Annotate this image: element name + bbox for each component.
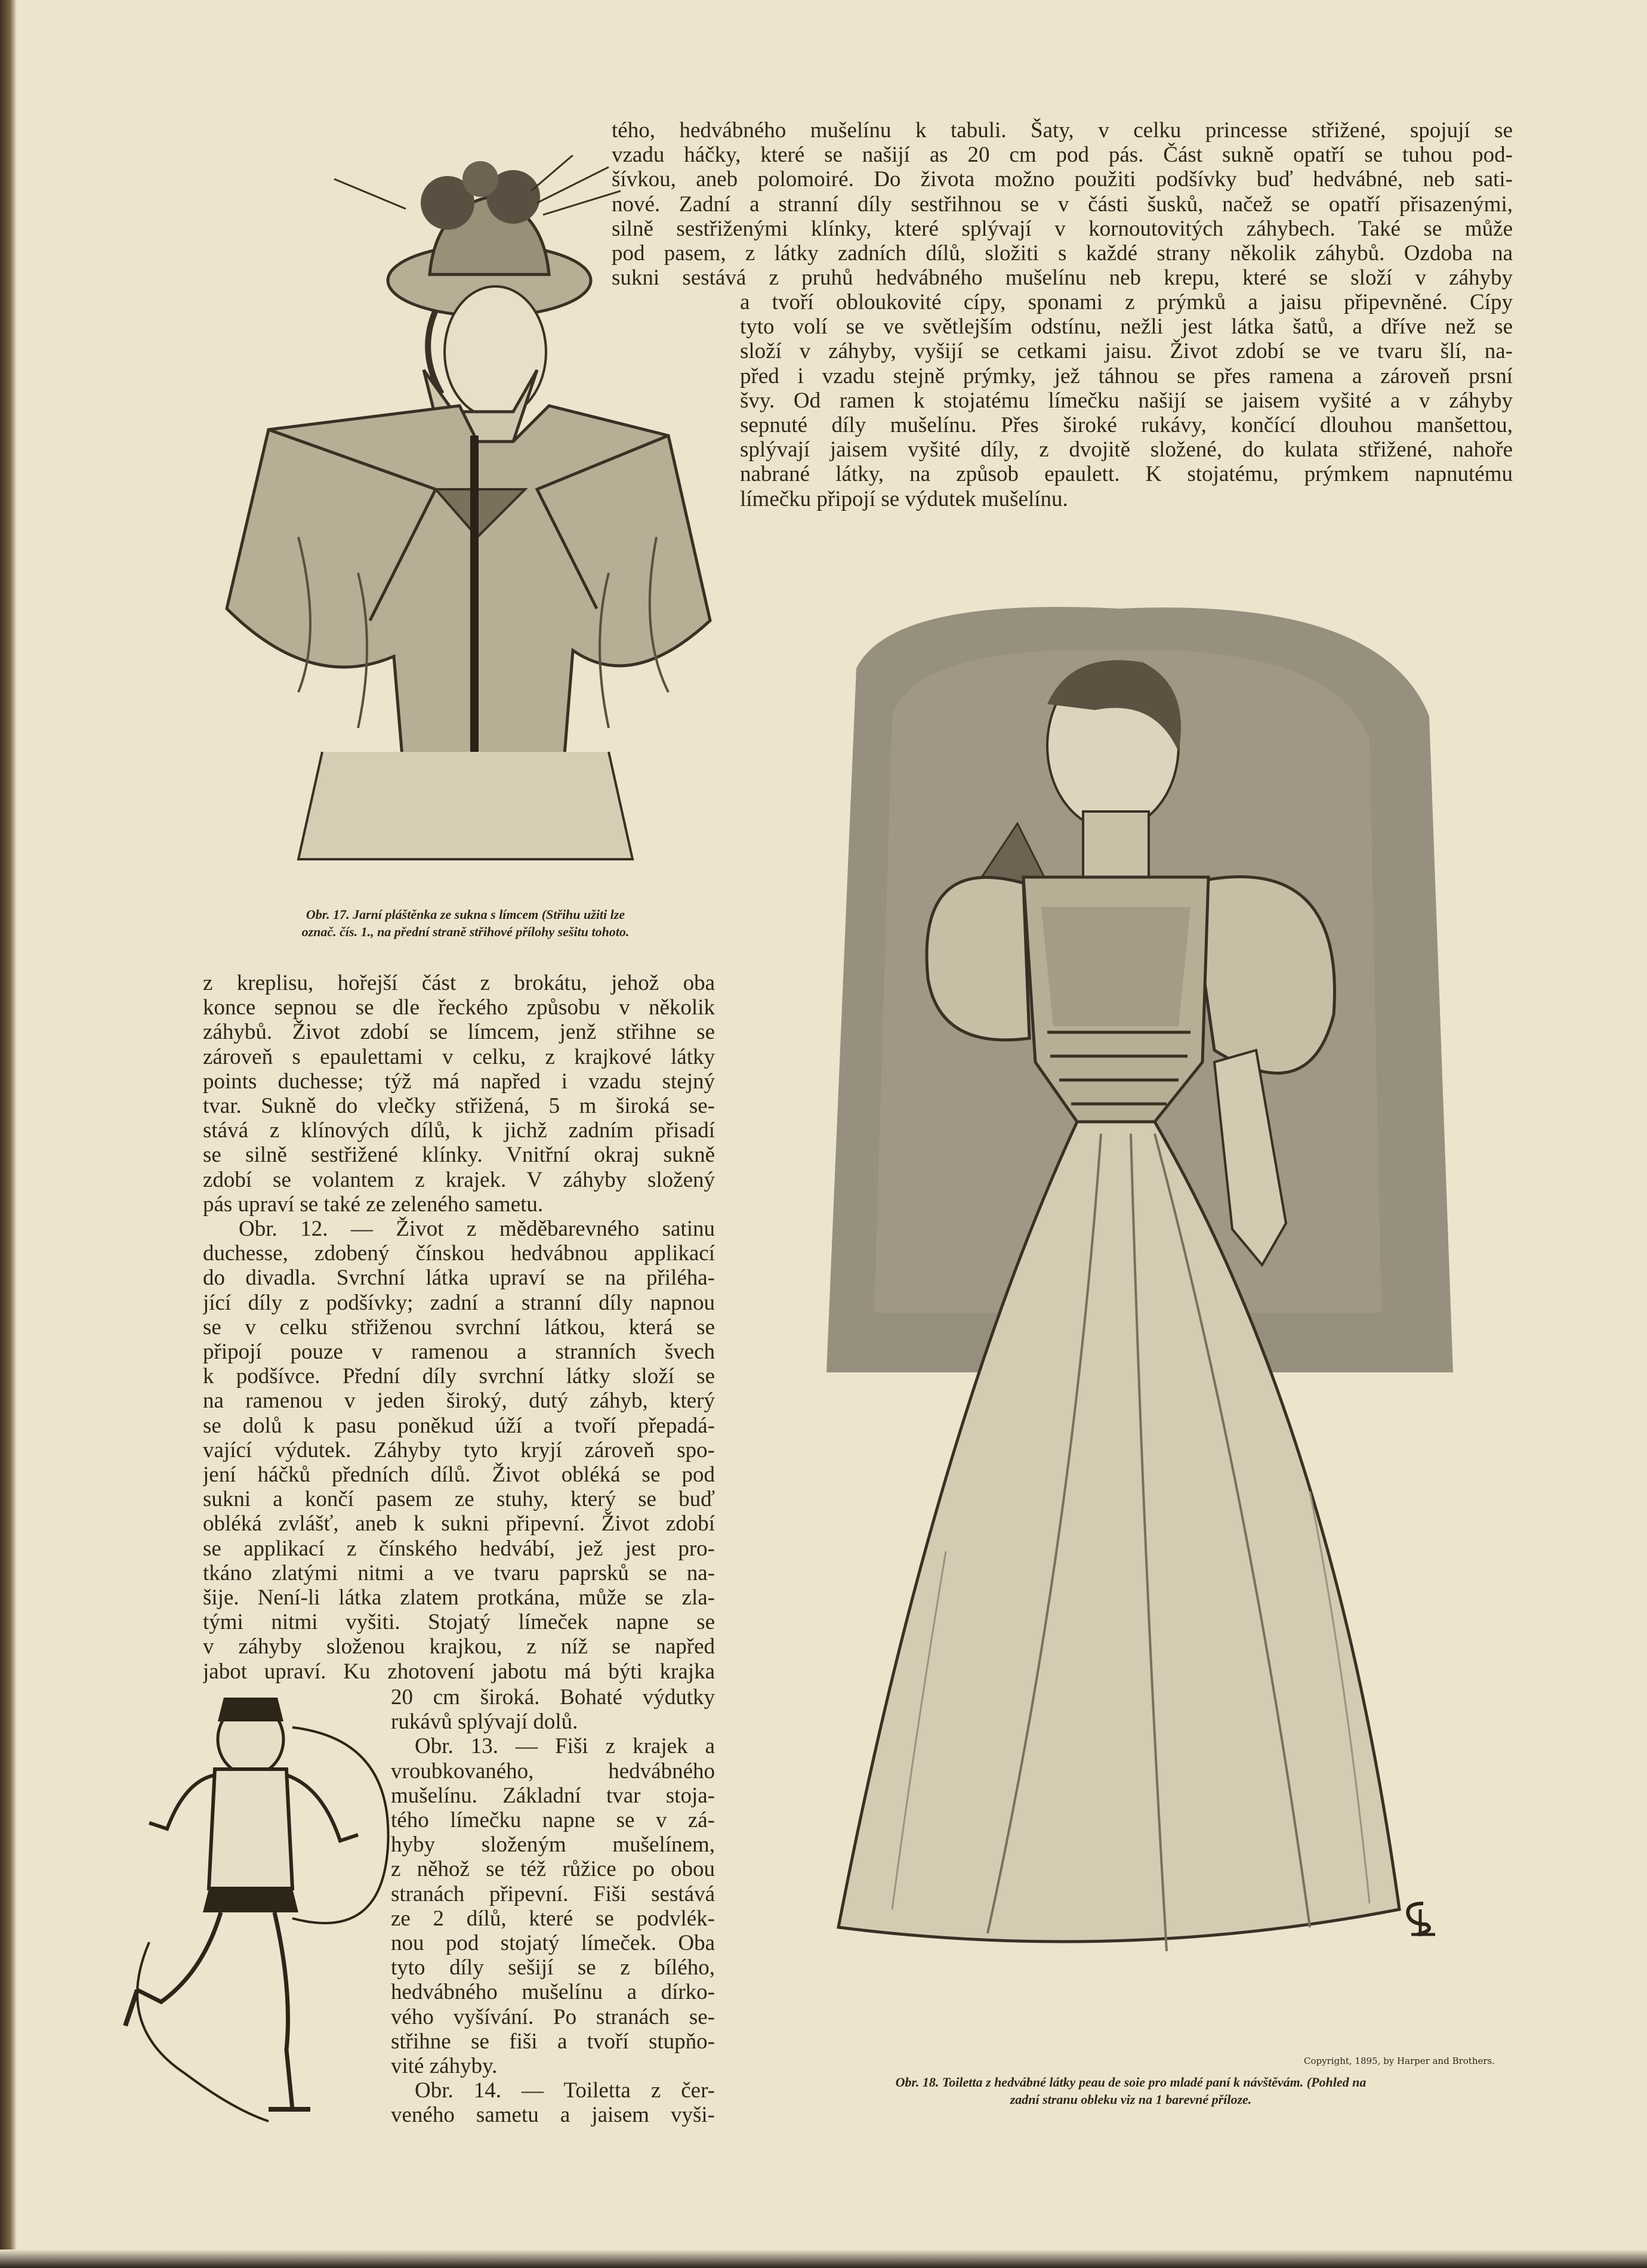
text-line: mušelínu. Základní tvar stoja- — [391, 1783, 715, 1808]
text-line: points duchesse; týž má napřed i vzadu stejný — [203, 1069, 715, 1094]
text-line: složí v záhyby, vyšijí se cetkami jaisu. Život zdobí se ve tvaru šlí, na- — [740, 339, 1513, 364]
text-line: do divadla. Svrchní látka upraví se na přiléha- — [203, 1266, 715, 1291]
text-line: tými nitmi vyšiti. Stojatý límeček napne se — [203, 1610, 715, 1635]
text-line: k podšívce. Přední díly svrchní látky složí se — [203, 1364, 715, 1389]
text-line: nabrané látky, na způsob epaulett. K stojatému, prýmkem napnutému — [740, 462, 1513, 487]
text-line: zároveň s epaulettami v celku, z krajkové látky — [203, 1044, 715, 1069]
text-line: stává z klínových dílů, k jichž zadním přisadí — [203, 1118, 715, 1143]
text-line: na ramenou v jeden široký, dutý záhyb, který — [203, 1388, 715, 1414]
caption-figure-17 — [197, 906, 734, 940]
text-line: tyto díly sešijí se z bílého, — [391, 1955, 715, 1980]
top-text-block — [612, 118, 1513, 290]
text-line: splývají jaisem vyšité díly, z dvojitě složené, do kulata střižené, nahoře — [740, 437, 1513, 462]
text-line: šívkou, aneb polomoiré. Do života možno použiti podšívky buď hedvábné, neb sati- — [612, 167, 1513, 192]
caption-figure-18 — [758, 2073, 1504, 2108]
page-bottom-edge — [0, 2250, 1647, 2268]
figure-18-gown-illustration — [737, 597, 1507, 1975]
text-line: tkáno zlatými nitmi a ve tvaru paprsků se na- — [203, 1560, 715, 1585]
binding-spine — [0, 0, 17, 2268]
text-line: tvar. Sukně do vlečky střižená, 5 m široká se- — [203, 1094, 715, 1119]
text-line: rukávů splývají dolů. — [391, 1710, 578, 1735]
text-line: vroubkovaného, hedvábného — [391, 1758, 715, 1783]
copyright-line: Copyright, 1895, by Harper and Brothers. — [1304, 2056, 1495, 2066]
text-line: tého, hedvábného mušelínu k tabuli. Šaty, v celku princesse střižené, spojují se — [612, 118, 1513, 143]
text-line: jení háčků předních dílů. Život obléká se pod — [203, 1462, 715, 1488]
text-line: zdobí se volantem z krajek. V záhyby složený — [203, 1167, 715, 1192]
text-line: jící díly z podšívky; zadní a stranní díly napnou — [203, 1290, 715, 1315]
text-line: Obr. 12. — Život z měděbarevného satinu — [239, 1217, 715, 1242]
text-line: se applikací z čínského hedvábí, jež jest pro- — [203, 1536, 715, 1561]
text-line: vající výdutek. Záhyby tyto kryjí zároveň spo- — [203, 1437, 715, 1462]
caption-17-line-1: Obr. 17. Jarní pláštěnka ze sukna s límcem (Střihu užiti lze — [306, 907, 625, 922]
text-line: před i vzadu stejně prýmky, jež táhnou se přes ramena a zároveň prsní — [740, 363, 1513, 388]
text-line: límečku připojí se výdutek mušelínu. — [740, 486, 1068, 511]
text-line: z něhož se též růžice po obou — [391, 1857, 715, 1882]
text-line: veného sametu a jaisem vyši- — [391, 2103, 715, 2128]
text-line: švy. Od ramen k stojatému límečku našijí se jaisem vyšité a v záhyby — [740, 388, 1513, 413]
text-line: a tvoří obloukovité cípy, sponami z prýmků a jaisu připevněné. Cípy — [740, 290, 1513, 314]
text-line: ze 2 dílů, které se podvlék- — [391, 1906, 715, 1931]
text-line: vzadu háčky, které se našijí as 20 cm pod pás. Část sukně opatří se tuhou pod- — [612, 143, 1513, 168]
text-line: stranách připevní. Fiši sestává — [391, 1881, 715, 1906]
text-line: šije. Není-li látka zlatem protkána, může se zla- — [203, 1585, 715, 1610]
text-line: tyto volí se ve světlejším odstínu, nežli jest látka šatů, a dříve než se — [740, 314, 1513, 340]
text-line: sukni a končí pasem ze stuhy, který se buď — [203, 1487, 715, 1512]
text-line: střihne se fiši a tvoří stupňo- — [391, 2029, 715, 2054]
text-line: sepnuté díly mušelínu. Přes široké rukávy, končící dlouhou manšettou, — [740, 413, 1513, 438]
text-line: obléká zvlášť, aneb k sukni připevní. Život zdobí — [203, 1511, 715, 1536]
skater-illustration — [113, 1692, 400, 2145]
text-line: jabot upraví. Ku zhotovení jabotu má býti krajka — [203, 1659, 715, 1684]
caption-17-line-2: označ. čís. 1., na přední straně střihové přílohy sešitu tohoto. — [301, 924, 630, 939]
caption-18-line-1: Obr. 18. Toiletta z hedvábné látky peau de soie pro mladé paní k návštěvám. (Pohled na — [895, 2075, 1367, 2090]
text-line: duchesse, zdobený čínskou hedvábnou applikací — [203, 1241, 715, 1266]
text-line: pod pasem, z látky zadních dílů, složiti s každé strany několik záhybů. Ozdoba na — [612, 241, 1513, 266]
text-line: vité záhyby. — [391, 2054, 498, 2079]
gown-engraving — [737, 597, 1507, 1975]
text-line: hedvábného mušelínu a dírko- — [391, 1980, 715, 2005]
text-line: v záhyby složenou krajkou, z níž se napřed — [203, 1634, 715, 1659]
text-line: se silně sestřižené klínky. Vnitřní okraj sukně — [203, 1143, 715, 1168]
left-narrow-text — [391, 1685, 715, 2128]
text-line: konce sepnou se dle řeckého způsobu v několik — [203, 995, 715, 1020]
text-line: Obr. 14. — Toiletta z čer- — [415, 2078, 715, 2103]
text-line: se dolů k pasu poněkud úží a tvoří přepadá- — [203, 1413, 715, 1438]
top-text-indented-block — [740, 290, 1513, 511]
left-column-text — [203, 971, 715, 1684]
text-line: sukni sestává z pruhů hedvábného mušelínu neb krepu, které se složí v záhyby — [612, 266, 1513, 291]
artist-monogram — [1399, 1897, 1441, 1939]
caption-18-line-2: zadní stranu obleku viz na 1 barevné příloze. — [1010, 2092, 1252, 2107]
text-line: záhybů. Život zdobí se límcem, jenž střihne se — [203, 1020, 715, 1045]
text-line: připojí pouze v ramenou a stranních švech — [203, 1340, 715, 1365]
text-line: silně sestřiženými klínky, které splývají v kornoutovitých záhybech. Také se může — [612, 216, 1513, 241]
text-line: nou pod stojatý límeček. Oba — [391, 1931, 715, 1956]
text-line: tého límečku napne se v zá- — [391, 1808, 715, 1833]
skater-drawing — [113, 1692, 400, 2145]
text-line: hyby složeným mušelínem, — [391, 1832, 715, 1857]
text-line: z kreplisu, hořejší část z brokátu, jehož oba — [203, 971, 715, 995]
text-line: 20 cm široká. Bohaté výdutky — [391, 1685, 715, 1710]
text-line: nové. Zadní a stranní díly sestřihnou se v části šusků, načež se opatří přisazenými, — [612, 192, 1513, 217]
text-line: Obr. 13. — Fiši z krajek a — [415, 1734, 715, 1759]
text-line: pás upraví se také ze zeleného sametu. — [203, 1192, 544, 1217]
text-line: se v celku střiženou svrchní látkou, která se — [203, 1314, 715, 1340]
text-line: vého vyšívání. Po stranách se- — [391, 2004, 715, 2029]
